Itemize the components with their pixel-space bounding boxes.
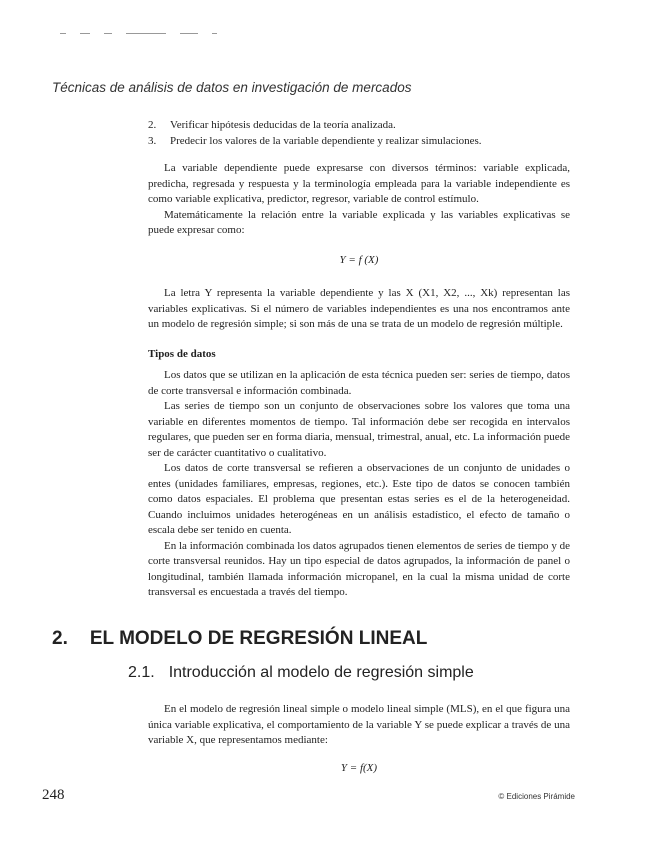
paragraph: La letra Y representa la variable dependiente y las X (X1, X2, ..., Xk) representan las variables explicativas. Si el número de variables independientes es una nos encontramos ante un modelo de regresión simple; si son más de una se trata de un modelo de regresión múltiple. [148, 287, 570, 330]
paragraph: En la información combinada los datos agrupados tienen elementos de series de tiempo y de corte transversal reunidos. Hay un tipo especial de datos agrupados, la información de panel o longitudinal, también llamada información micropanel, en la cual la misma unidad de corte transversal es encuestada a través del tiempo. [148, 539, 570, 598]
section-number: 2. [52, 628, 68, 649]
body-text-lower [148, 702, 570, 788]
paragraph: La variable dependiente puede expresarse con diversos términos: variable explicada, predicha, regresada y respuesta y la terminología empleada para la variable independiente es como variable explicativa, predictor, regresor, variable de control estímulo. [148, 162, 570, 205]
list-text: Predecir los valores de la variable dependiente y realizar simulaciones. [170, 134, 482, 147]
publisher-credit: © Ediciones Pirámide [498, 792, 575, 801]
list-item [148, 134, 570, 150]
subheading: Tipos de datos [148, 347, 216, 360]
list-text: Verificar hipótesis deducidas de la teoría analizada. [170, 119, 396, 131]
body-text-upper [148, 118, 570, 601]
formula: Y = f (X) [339, 253, 379, 266]
paragraph: Los datos que se utilizan en la aplicación de esta técnica pueden ser: series de tiempo, datos de corte transversal e información combinada. [148, 369, 570, 397]
scan-artifact [60, 28, 360, 38]
list-number: 2. [148, 119, 157, 131]
list-number: 3. [148, 134, 157, 147]
formula: Y = f(X) [340, 761, 378, 774]
section-title: EL MODELO DE REGRESIÓN LINEAL [89, 628, 428, 649]
subsection-number: 2.1. [128, 664, 155, 681]
paragraph: Los datos de corte transversal se refieren a observaciones de un conjunto de unidades o entes (unidades familiares, empresas, regiones, etc.). Este tipo de datos se conocen también como datos espaciales. El problema que presentan estas series es el de la heterogeneidad. Cuando incluimos unidades heterogéneas en un análisis estadístico, el efecto de tamaño o escala debe ser tenido en cuenta. [148, 462, 570, 536]
section-heading [52, 628, 612, 650]
subsection-heading [128, 664, 608, 682]
paragraph: Las series de tiempo son un conjunto de observaciones sobre los valores que toma una variable en diferentes momentos de tiempo. Tal información debe ser recogida en intervalos regulares, que pueden ser en forma diaria, mensual, trimestral, anual, etc. La información puede ser de carácter cuantitativo o cualitativo. [148, 400, 570, 459]
list-item [148, 118, 570, 134]
running-head: Técnicas de análisis de datos en investigación de mercados [52, 80, 412, 95]
page-number: 248 [42, 787, 65, 803]
paragraph: En el modelo de regresión lineal simple o modelo lineal simple (MLS), en el que figura una única variable explicativa, el comportamiento de la variable Y se puede explicar a través de una variable X, que representamos mediante: [148, 703, 570, 746]
paragraph: Matemáticamente la relación entre la variable explicada y las variables explicativas se puede expresar como: [148, 208, 570, 236]
subsection-title: Introducción al modelo de regresión simple [168, 664, 474, 681]
